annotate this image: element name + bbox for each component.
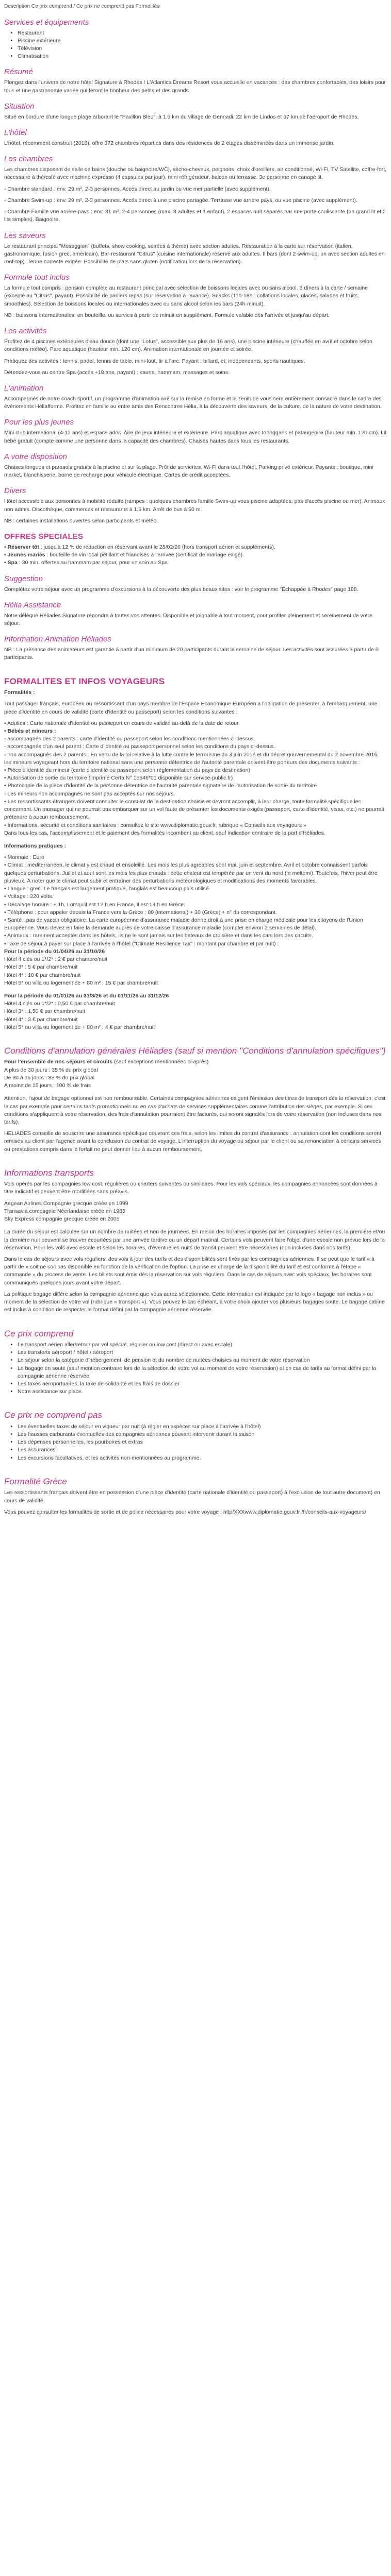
hotel-text: L'hôtel, récemment construit (2018), offre 372 chambres réparties dans des résidences de 2 étages disséminées dans un immense jardin. [4, 140, 335, 147]
formalites-text: Tout passager français, européen ou ressortissant d'un pays membre de l'Espace Economique Européen a l'obligation de présenter, à l'embarquement, une pièce d'identité en cours de validité (carte d'identité ou passeport) selon les conditions suivantes : [4, 701, 378, 715]
formalites-line: - accompagnés des 2 parents : carte d'identité ou passeport selon les conditions mentionnées ci-dessus. [4, 736, 255, 742]
infoanim-title: Information Animation Héliades [4, 635, 111, 644]
offre-item: • Spa : 30 min. offertes au hammam par séjour, pour un soin au Spa. [4, 560, 169, 566]
transports-text: Vols opérés par les compagnies low cost, régulières ou charters suivantes ou similaires. Pour les vols spéciaux, les compagnies annoncées sont données à titre indicatif et peuvent être modifiées sans préavis. [4, 1181, 378, 1195]
formalite-title: Formalité Grèce [4, 1476, 67, 1486]
info-line: Hôtel 4* : 10 € par chambre/nuit [4, 972, 81, 978]
prix-comprend-item: • Le séjour selon la catégorie d'hébergement, de pension et du nombre de nuitées choisies au moment de votre réservation [18, 1357, 387, 1364]
petits-title: Pour les plus jeunes [4, 418, 74, 427]
divers-title: Divers [4, 486, 26, 496]
prix-ne-comprend-item: • Les dépenses personnelles, les pourboires et extras [18, 1438, 387, 1446]
info-line: • Décalage horaire : + 1h. Lorsqu'il est 12 h en France, il est 13 h en Grèce. [4, 901, 185, 908]
offre-item: • Réserver tôt : jusqu'à 12 % de réduction en réservant avant le 28/02/26 (hors transport aérien et suppléments). [4, 544, 275, 550]
suggestion-text: Complétez votre séjour avec un programme d'excursions à la découverte des plus beaux sites : voir le programme "Échappée à Rhodes" page 188. [4, 586, 359, 592]
info-line: Pour la période du 01/04/26 au 31/10/26 [4, 948, 105, 955]
petits-text: Mini club international (4-12 ans) et espace ados. Aire de jeux intérieure et extérieure. Parc aquatique avec toboggans et pataugeoire (hauteur min. 120 cm). Lit bébé gratuit (compte comme une personne dans la capacité des chambres). Chaises hautes dans tous les restaurants. [4, 430, 387, 444]
prix-comprend-item: • Le transport aérien aller/retour par vol spécial, régulier ou low cost (direct ou avec escale) [18, 1341, 387, 1349]
formalites-lead: Formalités : [4, 689, 35, 696]
disposition-title: A votre disposition [4, 452, 68, 461]
formalites-line: Dans tous les cas, l'accomplissement et le paiement des formalités incombent au client, sauf indication contraire de la part d'Héliades. [4, 829, 325, 836]
formalites-line: • Pièce d'identité du mineur (carte d'identité ou passeport selon réglementation du pays de destination) [4, 767, 250, 774]
formalites-line: • Autorisation de sortie du territoire (imprimé Cerfa N° 15646*01 disponible sur service-public.fr) [4, 775, 233, 782]
offres-section [4, 532, 387, 567]
transports-text: Dans le cas de séjours avec vols réguliers, des vols à jour des tarifs et des disponibilités sont fixés par les compagnies aériennes. Il se peut que le tarif « à partir de » soit ne soit pas disponible en fonction de la vérification de l'option. La prise en charge de la disponibilité du tarif et est conforme à l'étape « commande » du process de vente. Les billets sont émis dès la réservation sur vols réguliers. Dans le cas de séjours avec vols spéciaux, les horaires sont communiqués quelques jours avant votre départ. [4, 1256, 374, 1286]
info-line: • Langue : grec. Le français est largement pratiqué, l'anglais est beaucoup plus utilisé. [4, 886, 210, 892]
formalites-line: - Les mineurs non accompagnés ne sont pas acceptés sur nos séjours. [4, 790, 175, 797]
chambres-famille: - Chambre Famille vue arrière-pays : env. 31 m², 2-4 personnes (max. 3 adultes et 1 enfant). 2 espaces nuit séparés par une porte coulissante (un grand lit et 2 lits simples). Baignoire. [4, 209, 386, 223]
conditions-section [4, 1046, 387, 1154]
disposition-text: Chaises longues et parasols gratuits à la piscine et sur la plage. Prêt de serviettes. Wi-Fi dans tout l'hôtel. Parking privé extérieur. Payants : boutique, mini market, blanchisserie, borne de recharge pour véhicule électrique. Cartes de crédit acceptées. [4, 464, 373, 479]
offres-list [4, 544, 387, 567]
animation-section [4, 384, 387, 411]
formalites-line: • Informations, sécurité et conditions sanitaires : consultez le site www.diplomatie.gouv.fr, rubrique « Conseils aux voyageurs » [4, 822, 306, 828]
resume-title: Résumé [4, 67, 33, 77]
info-line: Pour la période du 01/01/26 au 31/3/26 et du 01/11/26 au 31/12/26 [4, 992, 169, 999]
activites-text: Profitez de 4 piscines extérieures d'eau douce (dont une "Lotus", accessible aux plus de 16 ans), une piscine intérieure (chauffée en avril et octobre selon conditions météo). Parc aquatique (hauteur min. 120 cm). Animation internationale en journée et soirée. [4, 338, 372, 353]
formalite-text: Les ressortissants français doivent être en possession d'une pièce d'identité (carte nationale d'identité ou passeport) à l'exclusion de tout autre document) en cours de validité. [4, 1489, 380, 1504]
suggestion-section [4, 574, 387, 594]
chambres-text: Les chambres disposent de salle de bains (douche ou baignoire/WC), sèche-cheveux, peignoirs, choix d'oreillers, air conditionné, Wi-Fi, TV Satellite, coffre-fort, nécessaire à thé/café avec machine expresso (4 capsules par jour), mini réfrigérateur, balcon ou terrasse. 3e personne en canapé lit. [4, 166, 387, 181]
animation-text: Accompagnés de notre coach sportif, un programme d'animation axé sur la remise en forme et la zenitude vous sera entièrement consacré dans le cadre des événements Héliafforme. Profitez en famille ou entre amis des Rencontres Hélia, à la découverte des saveurs, de la culture, de la nature de votre destination. [4, 395, 382, 410]
prix-ne-comprend-item: • Les excursions facultatives, et les activités non-mentionnées au programme. [18, 1454, 387, 1462]
company-line: Aegean Airlines Compagnie grecque créée en 1999 [4, 1200, 128, 1207]
activites-title: Les activités [4, 327, 47, 336]
services-item: • Télévision [18, 45, 387, 53]
saveurs-text: Le restaurant principal "Mosaggion" (buffets, show cooking, soirées à thème) avec section adultes. Restauration à la carte sur réservation (italien, gastronomique, fusion grec, américain). Bar-restaurant "Citrus" (cuisine internationale) réservé aux adultes. Il bars (dont 2 swim-up, un avec section adultes en roof-top). Tenue correcte exigée. Possibilité de plats sans gluten (notification lors de la réservation). [4, 243, 385, 265]
conditions-line: De 30 à 15 jours : 85 % du prix global [4, 1074, 95, 1081]
situation-text: Situé en bordure d'une longue plage arborant le "Pavillon Bleu", à 1,5 km du village de Gennadi, 22 km de Lindos et 67 km de l'aéroport de Rhodes. [4, 113, 359, 120]
prix-comprend-list [4, 1341, 387, 1396]
formule-text: La formule tout compris : pension complète au restaurant principal avec sélection de boissons locales avec ou sans alcool. 3 dîners à la carte / semaine (excepté au "Citrus", payant). Possibilité de paniers repas (sur réservation à l'avance). Snacks (11h-18h : collations locales, glaces, salades et fruits, smoothies). Sélection de boissons locales ou internationales avec ou sans alcool selon les bars (24h-minuit). [4, 285, 368, 307]
transports-text: La politique bagage diffère selon la compagnie aérienne que vous aurez sélectionnée. Cette information est indiquée par le logo « bagage non inclus » ou moment de la sélection de votre vol (rubrique « transport »). Vous pouvez le cas échéant, à votre choix ajouter vos plusieurs bagages soute. Le bagage cabine est inclus à condition de respecter le format défini par la compagnie aérienne réservée. [4, 1291, 385, 1313]
formalites-list [4, 720, 387, 837]
offre-text: : jusqu'à 12 % de réduction en réservant avant le 28/02/26 (hors transport aérien et suppléments). [39, 544, 275, 550]
formalites-line: - non accompagnés des 2 parents : En vertu de la loi relative à la lutte contre le terrorisme du 3 juin 2016 et du décret gouvernemental du 2 novembre 2016, les mineurs voyageant hors du territoire national sans une personne détentrice de l'autorité parentale doivent être porteurs des documents suivants : [4, 751, 379, 766]
formule-nb: NB : boissons internationales, en bouteille, ou servies à partir de minuit en supplément. Formule valable dès l'arrivée et jusqu'au départ. [4, 312, 330, 318]
divers-text: Hôtel accessible aux personnes à mobilité réduite (rampes : quelques chambres famille Swim-up vous piscine adaptées, pas d'accès piscine ou mer). Animaux non admis. Discothèque, commerces et restaurants à 1,5 km. Arrêt de bus à 50 m. [4, 498, 385, 513]
prix-comprend-item: • Le bagage en soute (sauf mention contraire lors de la sélection de votre vol au moment de votre réservation) et en cas de tarifs au format défini par la compagnie aérienne réservée [18, 1365, 387, 1380]
formalite-link[interactable]: Vous pouvez consulter les formalités de sortie et de police nécessaires pour votre voyage : http/XXXwww.diplomatie.gouv.fr /fr/conseils-aux-voyageurs/ [4, 1509, 366, 1515]
info-line: Hôtel 5* ou villa ou logement de + 80 m² : 4 € par chambre/nuit [4, 1024, 155, 1030]
services-title: Services et équipements [4, 18, 89, 27]
transports-text: La durée du séjour est calculée sur un nombre de nuitées et non de journées. En raison des horaires imposés par les compagnies aériennes, la première et/ou la dernière nuit peuvent se trouver écourtées par une arrivée tardive ou un départ matinal. Certains vols peuvent faire l'objet d'une escale non prévue lors de la réservation. Pour les vols avec escale et selon les horaires, d'éventuelles nuits de transit peuvent être nécessaires (non incluses dans nos tarifs). [4, 1229, 385, 1251]
infos-list [4, 854, 387, 1031]
chambres-title: Les chambres [4, 155, 53, 164]
info-line: Hôtel 3* : 1,50 € par chambre/nuit [4, 1008, 86, 1015]
prix-ne-comprend-item: • Les hausses carburants éventuelles des compagnies aériennes pouvant intervenir durant la saison [18, 1431, 387, 1438]
offre-text: : bouteille de vin local pétillant et friandises à l'arrivée (certificat de mariage exigé). [45, 552, 245, 558]
offre-text: : 30 min. offertes au hammam par séjour, pour un soin au Spa. [17, 560, 169, 566]
services-item: • Restaurant [18, 29, 387, 37]
prix-comprend-item: • Notre assistance sur place. [18, 1388, 387, 1396]
prix-ne-comprend-section [4, 1410, 387, 1462]
assistance-text: Notre délégué Héliades Signature répondra à toutes vos attentes. Disponible et joignable à tout moment, pour profiter pleinement et sereinement de votre séjour. [4, 612, 372, 627]
info-line: Hôtel 5* ou villa ou logement de + 80 m² : 15 € par chambre/nuit [4, 979, 158, 986]
infos-lead: Informations pratiques : [4, 843, 67, 850]
prix-comprend-item: • Les transferts aéroport / hôtel / aéroport [18, 1349, 387, 1357]
hotel-section [4, 128, 387, 147]
info-line: Hôtel 4 clés ou 1*/2* : 2 € par chambre/nuit [4, 956, 108, 963]
prix-ne-comprend-title: Ce prix ne comprend pas [4, 1410, 102, 1420]
services-section [4, 18, 387, 61]
hotel-title: L'hôtel [4, 128, 27, 138]
formalites-line: • Adultes : Carte nationale d'identité ou passeport en cours de validité au-delà de la date de retour. [4, 720, 240, 726]
activites-section [4, 327, 387, 377]
divers-nb: NB : certaines installations ouvertes selon participants et météo. [4, 517, 158, 524]
assistance-title: Hélia Assistance [4, 600, 61, 609]
petits-section [4, 418, 387, 445]
prix-comprend-section [4, 1329, 387, 1396]
info-line: Hôtel 4 clés ou 1*/2* : 0,50 € par chambre/nuit [4, 1001, 115, 1007]
transports-section [4, 1168, 387, 1314]
prix-ne-comprend-list [4, 1423, 387, 1462]
formalites-line: • Bébés et mineurs : [4, 727, 56, 734]
offre-item: • Jeunes mariés : bouteille de vin local pétillant et friandises à l'arrivée (certificat de mariage exigé). [4, 552, 245, 558]
infoanim-text: NB : La présence des animateurs est garantie à partir d'un minimum de 20 participants durant la semaine de séjour. Les activités sont assurées à partir de 5 participants. [4, 647, 379, 661]
info-line: • Animaux : rarement acceptés dans les hôtels, ils ne le sont jamais sur les bateaux de croisière et dans les cars lors des circuits. [4, 933, 313, 939]
offre-lead: Jeunes mariés [7, 552, 45, 558]
info-line: • Monnaie : Euro [4, 854, 44, 861]
formule-section [4, 273, 387, 319]
saveurs-section [4, 231, 387, 266]
conditions-line: A plus de 30 jours : 35 % du prix global [4, 1066, 98, 1073]
resume-text: Plongez dans l'univers de notre hôtel Signature à Rhodes ! L'Atlantica Dreams Resort vous accueille en vacances : des chambres confortables, des loisirs pour tous et une gastronomie variée qui feront le bonheur des petits et des grands. [4, 79, 386, 94]
formule-title: Formule tout inclus [4, 273, 70, 282]
formalites-section [4, 676, 387, 1031]
info-line: Hôtel 4* : 3 € par chambre/nuit [4, 1016, 78, 1023]
suggestion-title: Suggestion [4, 574, 43, 583]
infoanim-section [4, 635, 387, 662]
prix-comprend-title: Ce prix comprend [4, 1328, 74, 1338]
services-item: • Climatisation [18, 53, 387, 60]
info-line: Hôtel 3* : 5 € par chambre/nuit [4, 964, 78, 971]
prix-comprend-item: • Les taxes aéroportuaires, la taxe de solidarité et les frais de dossier [18, 1380, 387, 1388]
info-line: • Climat : méditerranéen, le climat y est chaud et ensoleillé. Les mois les plus agréables sont mai, juin et septembre. Avril et octobre connaissent parfois quelques perturbations. Juillet et aout sont les mois les plus chauds : cette chaleur est tempérée par un vent du nord (le meltemi). Toutefois, l'hiver peut être pluvieux. À noter que le climat peut subir et entraîner des perturbations météorologiques et modifications des moments favorables. [4, 862, 378, 884]
activites-text: Pratiquez des activités : tennis, padel, tennis de table, mini-foot, tir à l'arc. Payant : billard, et, indépendants, sports nautiques. [4, 358, 305, 364]
formalites-line: - accompagnés d'un seul parent : Carte d'identité ou passeport personnel selon les conditions du pays ci-dessus. [4, 743, 275, 750]
breadcrumb[interactable]: Description Ce prix comprend / Ce prix ne comprend pas Formalités [4, 4, 160, 9]
saveurs-title: Les saveurs [4, 231, 46, 240]
chambres-section [4, 155, 387, 224]
info-line: • Santé : pas de vaccin obligatoire. La carte européenne d'assurance maladie donne droit à une prise en charge médicale pour les citoyens de l'Union Européenne. Vous devez en faire la demande auprès de votre caisse d'assurance maladie (compter environ 2 semaines de délai). [4, 917, 363, 931]
situation-section [4, 102, 387, 121]
offre-lead: Spa [7, 560, 18, 566]
services-item: • Piscine extérieure [18, 37, 387, 45]
formalite-section [4, 1477, 387, 1516]
info-line: • Téléphone : pour appeler depuis la France vers la Grèce : 00 (international) + 30 (Grèce) + n° du correspondant. [4, 909, 277, 916]
conditions-line: A moins de 15 jours : 100 % de frais [4, 1082, 91, 1089]
conditions-text: HELIADES conseille de souscrire une assurance spécifique couvrant ces frais, selon les limites du contrat d'assurance : annulation dont les conditions seront remises au client par l'agence avant la conclusion du contrat de voyage. L'interruption du voyage ou séjour par le client ou sa renonciation à certains services ou prestations compris dans le forfait ne peut donner lieu à aucun remboursement. [4, 1130, 381, 1153]
chambres-standard: - Chambre standard : env. 29 m², 2-3 personnes. Accès direct au jardin ou vue mer partielle (avec supplément). [4, 185, 271, 192]
conditions-text: Attention, l'ajout de bagage optionnel est non remboursable. Certaines compagnies aériennes exigent l'émission des titres de transport dès la réservation, c'est le cas par exemple pour certains tarifs promotionnels ou en cas d'achats de services supplémentaires comme l'attribution des sièges, par exemple. Si ces conditions s'appliquent à votre réservation, des frais d'annulation pourraient être facturés, qui seront signalés lors de votre réservation (non incluses dans nos tarifs). [4, 1095, 386, 1125]
chambres-swimup: - Chambre Swim-up : env. 29 m², 2-3 personnes. Accès direct à une piscine partagée. Terrasse vue arrière pays, ou vue piscine (avec supplément). [4, 197, 357, 204]
services-list [4, 29, 387, 61]
company-line: Sky Express compagnie grecque créée en 2005 [4, 1216, 120, 1223]
assistance-section [4, 601, 387, 628]
conditions-lead-note: (sauf exceptions mentionnées ci-après) [112, 1059, 209, 1065]
animation-title: L'animation [4, 383, 44, 393]
info-line: • Voltage : 220 volts. [4, 893, 54, 900]
conditions-lead: Pour l'ensemble de nos séjours et circuits [4, 1059, 113, 1065]
prix-ne-comprend-item: • Les assurances [18, 1446, 387, 1454]
transports-title: Informations transports [4, 1167, 94, 1178]
offre-lead: Réserver tôt [7, 544, 39, 550]
formalites-line: • Photocopie de la pièce d'identité de la personne détentrice de l'autorité parentale signataire de l'autorisation de sortie du territoire [4, 783, 317, 789]
company-line: Transavia compagnie Néerlandaise créée en 1965 [4, 1208, 125, 1214]
offres-title: OFFRES SPECIALES [4, 532, 84, 541]
divers-section [4, 486, 387, 525]
prix-ne-comprend-item: • Les éventuelles taxes de séjour en vigueur par nuit (à régler en espèces sur place à l'arrivée à l'hôtel) [18, 1423, 387, 1431]
info-line: • Taxe de séjour à payer sur place à l'arrivée à l'hôtel ("Climate Resilience Tax" : montant par chambre et par nuit) : [4, 940, 279, 947]
disposition-section [4, 452, 387, 479]
resume-section [4, 67, 387, 94]
activites-text: Détendez-vous au centre Spa (accès +18 ans, payant) : sauna, hammam, massages et soins. [4, 369, 230, 376]
conditions-title: Conditions d'annulation générales Héliades (sauf si mention "Conditions d'annulation spécifiques") [4, 1046, 386, 1056]
formalites-title: FORMALITES ET INFOS VOYAGEURS [4, 676, 165, 686]
situation-title: Situation [4, 101, 35, 111]
formalites-line: • Les ressortissants étrangers doivent consulter le consulat de la destination choisie et devront accomplir, à leur charge, toute formalité spécifique les concernant. Un passager qui ne pourrait pas embarquer sur un vol faute de présenter les documents exigés (passeport, carte d'identité, visas, etc.) ne pourrait prétendre à aucun remboursement. [4, 798, 384, 821]
